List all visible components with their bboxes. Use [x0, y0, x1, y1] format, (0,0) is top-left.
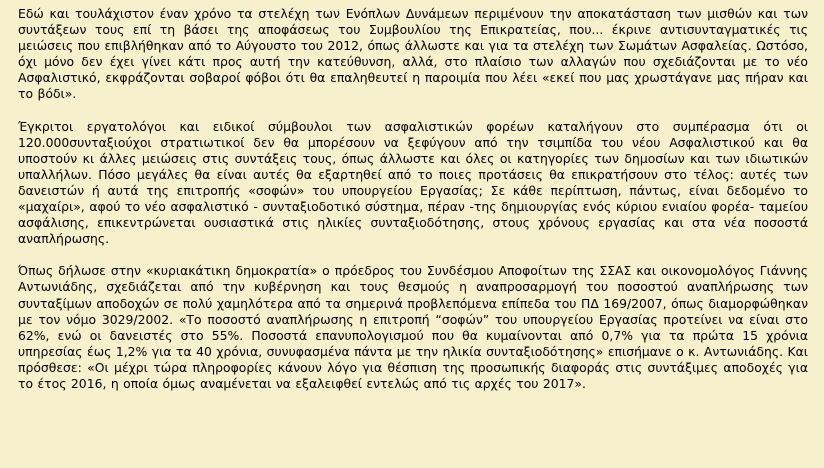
- paragraph-spacer: [18, 103, 808, 119]
- article-paragraph-3: Όπως δήλωσε στην «κυριακάτικη δημοκρατία» ο πρόεδρος του Συνδέσμου Αποφοίτων της ΣΣΑΣ και οικονομολόγος Γιάννης Αντωνιάδης, σχεδιάζεται από την κυβέρνηση και τους θεσμούς η αναπροσαρμογή του ποσοστού αναπλήρωσης των συνταξίμων αποδοχών σε πολύ χαμηλότερα από τα σημερινά προβλεπόμενα επίπεδα του ΠΔ 169/2007, όπως διαμορφώθηκαν με τον νόμο 3029/2002. «Το ποσοστό αναπλήρωσης η επιτροπή “σοφών” του υπουργείου Εργασίας προτείνει να είναι στο 62%, ενώ οι δανειστές στο 55%. Ποσοστά επανυπολογισμού που θα κυμαίνονται από 0,7% για τα πρώτα 15 χρόνια υπηρεσίας έως 1,2% για τα 40 χρόνια, συνυφασμένα πάντα με την ηλικία συνταξιοδότησης» επισήμανε ο κ. Αντωνιάδης. Και πρόσθεσε: «Οι μέχρι τώρα πληροφορίες κάνουν λόγο για θέσπιση της προσωπικής διαφοράς στις συντάξιμες αποδοχές για το έτος 2016, η οποία όμως αναμένεται να εξαλειφθεί εντελώς από τις αρχές του 2017».: [18, 263, 808, 391]
- article-paragraph-1: Εδώ και τουλάχιστον έναν χρόνο τα στελέχη των Ενόπλων Δυνάμεων περιμένουν την αποκατάσταση των μισθών και των συντάξεων τους επί τη βάσει της αποφάσεως του Συμβουλίου της Επικρατείας, που... έκρινε αντισυνταγματικές τις μειώσεις που επιβλήθηκαν από το Αύγουστο του 2012, όπως άλλωστε και για τα στελέχη των Σωμάτων Ασφαλείας. Ωστόσο, όχι μόνο δεν έχει γίνει κάτι προς αυτή την κατεύθυνση, αλλά, στο πλαίσιο των αλλαγών που σχεδιάζονται με το νέο Ασφαλιστικό, εκφράζονται σοβαροί φόβοι ότι θα επαληθευτεί η παροιμία που λέει «εκεί που μας χρωστάγανε μας πήραν και το βόδι».: [18, 6, 808, 102]
- paragraph-spacer: [18, 247, 808, 263]
- article-paragraph-2: Έγκριτοι εργατολόγοι και ειδικοί σύμβουλοι των ασφαλιστικών φορέων καταλήγουν στο συμπέρασμα ότι οι 120.000συνταξιούχοι στρατιωτικοί δεν θα μπορέσουν να ξεφύγουν από την τσιμπίδα του νέου Ασφαλιστικού και θα υποστούν κι άλλες μειώσεις στις συντάξεις τους, όπως άλλωστε και όλες οι κατηγορίες των δημοσίων και των ιδιωτικών υπαλλήλων. Πόσο μεγάλες θα είναι αυτές θα εξαρτηθεί από το ποιες προτάσεις θα επικρατήσουν στο τέλος: αυτές των δανειστών ή αυτά της επιτροπής «σοφών» του υπουργείου Εργασίας; Σε κάθε περίπτωση, πάντως, είναι δεδομένο το «μαχαίρι», αφού το νέο ασφαλιστικό - συνταξιοδοτικό σύστημα, πέραν -της δημιουργίας ενός κύριου ενιαίου φορέα- ταμείου ασφάλισης, επικεντρώνεται ουσιαστικά στις ηλικίες συνταξιοδότησης, στους χρόνους εργασίας και στα νέα ποσοστά αναπλήρωσης.: [18, 118, 808, 247]
